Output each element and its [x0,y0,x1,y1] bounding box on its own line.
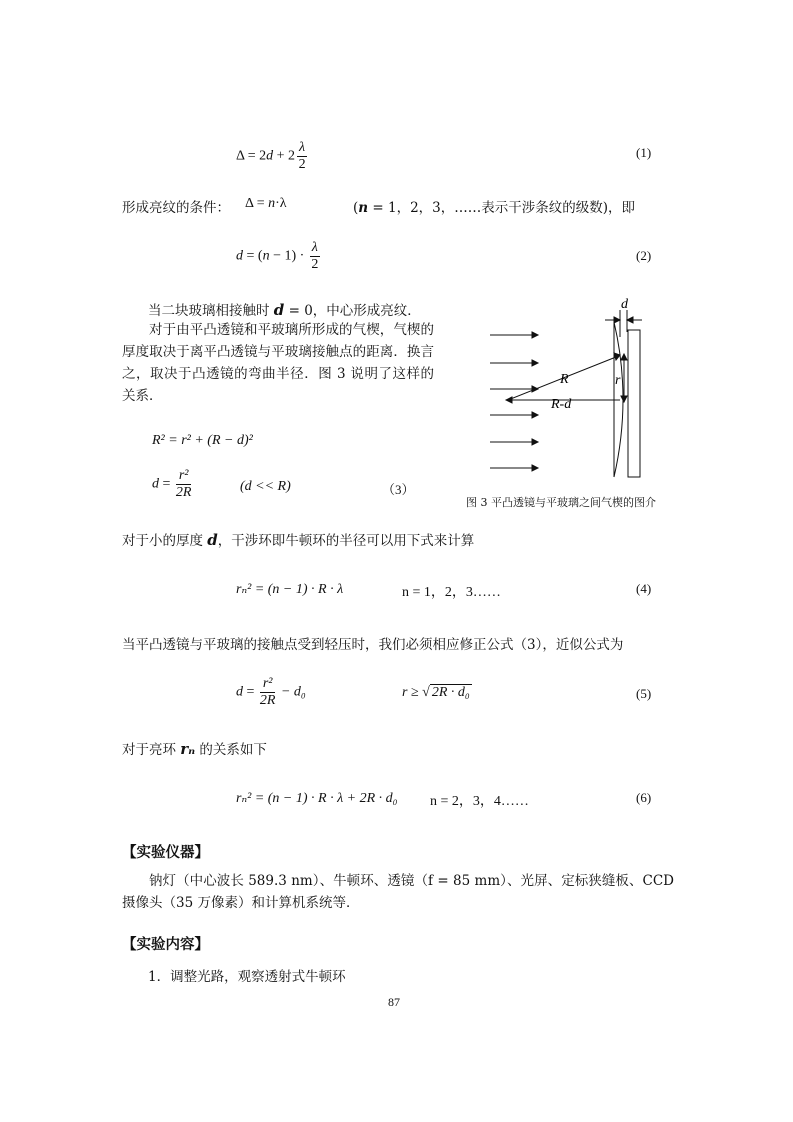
paragraph-pressure: 当平凸透镜与平玻璃的接触点受到轻压时，我们必须相应修正公式（3），近似公式为 [122,637,624,653]
equation-6-number: (6) [636,790,652,805]
incident-light-arrows [490,332,538,471]
equation-2-number: (2) [636,248,652,263]
content-item-1: 1．调整光路，观察透射式牛顿环 [148,969,346,985]
figure-3-caption: 图 3 平凸透镜与平玻璃之间气楔的图介 [466,496,656,509]
equation-6-condition: n = 2，3，4…… [430,794,529,809]
figure-label-d: d [621,297,628,312]
equation-1: Δ = 2d + 2 $\frac{\lambda}{2}$ [236,140,306,172]
equation-3a: R² = r² + (R − d)² [152,433,253,448]
bright-condition-note: (n = 1，2，3，……表示干涉条纹的级数)，即 [353,200,636,216]
section-title-instruments: 【实验仪器】 [122,845,209,861]
bright-condition-line: 形成亮纹的条件： [122,200,230,216]
equation-5-number: (5) [636,686,652,701]
figure-label-R: R [560,372,569,387]
paragraph-thickness: 对于由平凸透镜和平玻璃所形成的气楔，气楔的厚度取决于离平凸透镜与平玻璃接触点的距离．换言之，取决于凸透镜的弯曲半径．图 3 说明了这样的关系． [122,322,434,404]
figure-3-diagram [480,292,680,492]
flat-glass-plate [628,330,640,477]
equation-6: rₙ² = (n − 1) · R · λ + 2R · d₀ [236,791,398,806]
equation-3b: d = $\frac{\text{r²}}{2R}$ [152,468,192,500]
figure-label-R-d: R-d [551,397,572,412]
equation-4: rₙ² = (n − 1) · R · λ [236,582,344,597]
figure-label-r: r [615,373,621,388]
instruments-paragraph: 钠灯（中心波长 589.3 nm）、牛顿环、透镜（f = 85 mm）、光屏、定标狭缝板、CCD 摄像头（35 万像素）和计算机系统等． [122,873,674,911]
equation-2: d = (n − 1) · $\frac{\lambda}{2}$ [236,240,319,272]
equation-5: d = $\frac{\text{r²}}{2R}$ − d₀ [236,676,306,708]
equation-3-condition: (d << R) [240,479,291,494]
equation-4-condition: n = 1，2，3…… [402,585,501,600]
equation-1-number: (1) [636,145,652,160]
equation-4-number: (4) [636,581,652,596]
equation-5-condition: r ≥ √ 2R · d₀ [402,685,470,700]
section-title-content: 【实验内容】 [122,937,209,953]
equation-3-number: （3） [382,482,415,497]
paragraph-small-thickness: 对于小的厚度 d，干涉环即牛顿环的半径可以用下式来计算 [122,531,475,549]
bright-condition-formula: Δ = n·λ [245,196,287,211]
paragraph-contact: 当二块玻璃相接触时 d = 0，中心形成亮纹． [148,301,421,319]
page-number: 87 [388,995,400,1009]
paragraph-ring: 对于亮环 rₙ 的关系如下 [122,740,267,758]
